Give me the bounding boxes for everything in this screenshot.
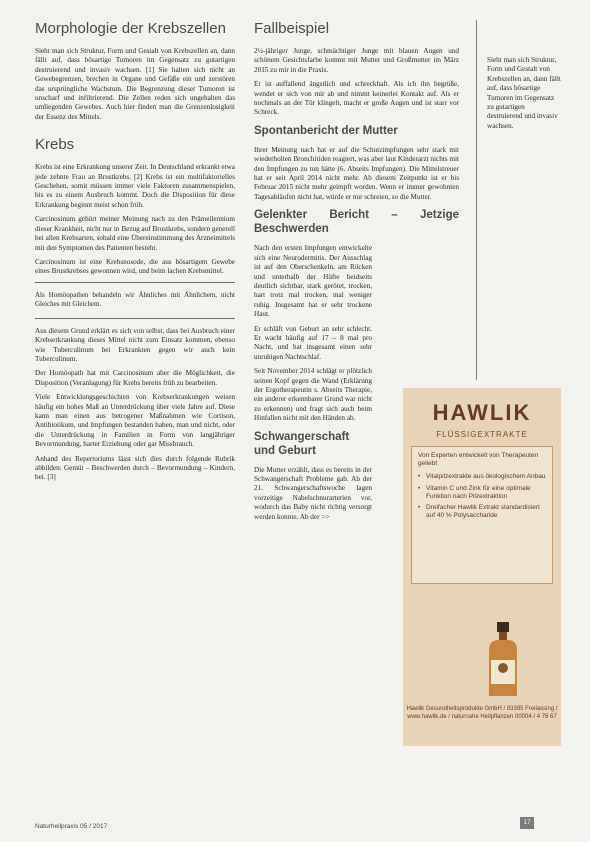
ad-feature-box: [411, 446, 553, 584]
divider: [35, 318, 235, 319]
heading-morphologie: Morphologie der Krebszellen: [35, 20, 226, 37]
page-number: 17: [520, 817, 534, 829]
paragraph: 2½-jähriger Junge, schmächtiger Junge mit blauen Augen und schönem Gesichtsfarbe kommt mit Mutter und Großmutter im März 2015 zu mir in die Praxis.: [254, 47, 459, 74]
ad-feature-list: [418, 473, 546, 520]
ad-subtitle: FLÜSSIGEXTRAKTE: [436, 430, 528, 439]
heading-schwangerschaft: Schwangerschaft und Geburt: [254, 430, 350, 457]
paragraph: Die Mutter erzählt, dass es bereits in der Schwangerschaft Probleme gab. Ab der 21. Schwangerschaftswoche lagen vorzeitige Nabelschnurarterien vor, wodurch das Baby nicht richtig versorgt werden konnte. Ab der >>: [254, 465, 372, 521]
paragraph: Aus diesem Grund erklärt es sich von selbst, dass bei Ausbruch einer Krebserkrankung dieses Mittel nicht zum Einsatz kommen, ebenso wie Tuberculinum bei Erkrankten gegen wir auch kein Tuberculinum.: [35, 326, 235, 363]
advertisement-hawlik[interactable]: [403, 388, 561, 746]
paragraph: Krebs ist eine Erkrankung unserer Zeit. In Deutschland erkrankt etwa jede zehnte Frau an Brustkrebs. [2] Krebs ist ein multifaktorielles Geschehen, somit müssen immer viele Faktoren zusammenspielen, bis es zu einem Ausbruch kommt. Doch die Disposition für diese Erkrankung beginnt meist schon früh.: [35, 163, 235, 209]
ad-feature-item: • Vitamin C und Zink für eine optimale Funktion nach Pilzextraktion: [418, 485, 546, 501]
paragraph: Nach den ersten Impfungen entwickelte sich eine Neurodermitis. Der Ausschlag ist auf den Oberschenkeln, am Rücken und unterhalb der Hüfte beidseits deutlich sichtbar, stark gerötet, trocken, hart trotz mal trocken, mal weniger ruhig. Insgesamt hat er sehr trockene Haut.: [254, 244, 372, 319]
ad-feature-item: • Vitalpilzextrakte aus ökologischem Anbau: [418, 473, 546, 481]
ad-lead-text: Von Experten entwickelt von Therapeuten geliebt: [418, 452, 539, 468]
sidebar-quote: [487, 56, 562, 136]
paragraph: Er schläft von Geburt an sehr schlecht. Er wacht häufig auf 17 – 8 mal pro Nacht, und hat insgesamt einen sehr unruhigen Nachtschlaf.: [254, 324, 372, 361]
column-left: [35, 20, 235, 488]
paragraph: Sieht man sich Struktur, Form und Gestalt von Krebszellen an, dann fällt auf, dass bösartige Tumoren im Gegensatz zu gutartigen destruierend und invasiv wachsen. [1] Sie halten sich nicht an Gewebegrenzen, brechen in Organe und Gefäße ein und zerstören das ursprüngliche Wachstum. Die Begrenzung dieser Tumoren ist unscharf und infiltrierend. Die Zellen reden sich ungehalten das umliegenden Gewebes. Auch hier finden man die Grenzenlosigkeit der Essenz des Mittels.: [35, 47, 235, 121]
column-divider: [476, 20, 477, 380]
heading-krebs: Krebs: [35, 136, 75, 154]
product-bottle-icon: [483, 620, 523, 700]
heading-spontanbericht: Spontanbericht der Mutter: [254, 124, 398, 137]
paragraph: Der Homöopath hat mit Carcinosinum aber die Möglichkeit, die Disposition (Veranlagung) für Krebs bereits früh zu bearbeiten.: [35, 369, 235, 387]
paragraph: Carcinosinum ist eine Krebsnosode, die aus bösartigem Gewebe eines Brustkrebses gewonnen wird, und beim lachen Krebsmittel.: [35, 257, 235, 276]
paragraph: Viele Entwicklungsgeschichten von Krebserkrankungen weisen häufig ein hohes Maß an Unterdrückung über viele Jahre auf. Diese kann man einen aus betrogener Maßnahmen wie Cortison, Antibiotikum, und Impfungen bestanden haben, man und nicht, oder die Unterdrückung in Familien in Form von langjähriger Bevormundung, harter Erziehung oder gar Missbrauch.: [35, 393, 235, 449]
sidebar-quote-text: Sieht man sich Struktur, Form und Gestalt von Krebszellen an, dann fällt auf, dass bösartige Tumoren im Gegensatz zu gutartigen destruierend und invasiv wachsen.: [487, 56, 561, 130]
paragraph: Ihrer Meinung nach hat er auf die Schutzimpfungen sehr stark mit wiederholten Bronchitiden reagiert, was aber laut Kinderarzt nichts mit den Impfungen zu tun hätte (6. Abseits Impfungen). Die Mittelstreuer hat er seit April 2014 nicht mehr. Ab diesem Zeitpunkt ist er bis Februar 2015 nicht mehr geimpft worden. Wenn er immer gewohnten Tagesabläufen nicht hat, würde er nur schreien, so die Mutter.: [254, 145, 459, 201]
paragraph: Anhand des Repertoriums lässt sich dies durch folgende Rubrik abbilden: Gemüt – Beschwerden durch – Bevormundung – Kindern, bei. [3]: [35, 454, 235, 482]
pull-quote: Als Homöopathen behandeln wir Ähnliches mit Ähnlichem, nicht Gleiches mit Gleichem.: [35, 290, 235, 308]
magazine-footer: Naturheilpraxis 05 / 2017: [35, 823, 108, 830]
paragraph: Seit November 2014 schlägt er plötzlich seinen Kopf gegen die Wand (Erklärung der Ergotherapeutin s. Abseits Therapie, ein anderer erkennbarer Grund war nicht zu erkennen) und fragt sich auch beim Hinfallen nicht mit den Händen ab.: [254, 367, 372, 423]
divider: [35, 282, 235, 283]
heading-gelenkter-bericht: Gelenkter Bericht – Jetzige Beschwerden: [254, 209, 459, 236]
heading-fallbeispiel: Fallbeispiel: [254, 20, 330, 37]
paragraph: Carcinosinum gehört meiner Meinung nach zu den Prämeilennium dieser Krankheit, nicht nur in Bezug auf Brustkrebs, sondern generell bei allen Krebsarten, sobald eine Übereinstimmung des Arzneimittels mit den Symptomen des Patienten besteht.: [35, 215, 235, 252]
ad-feature-item: • Dreifacher Hawlik Extrakt standardisiert auf 40 % Polysaccharide: [418, 504, 546, 520]
ad-footer: Hawlik Gesundheitsprodukte GmbH / 83395 Freilassing / www.hawlik.de / naturnahe Heilpflanzen 00004 / 4 78 67: [406, 706, 558, 720]
ad-logo: HAWLIK: [432, 400, 532, 425]
paragraph: Er ist auffallend ängstlich und schreckhaft. Als ich ihn begrüße, wendet er sich von mir ab und nimmt keinerlei Kontakt auf. Als er nochmals an der Tür klingelt, macht er große Augen und ist starr vor Schreck.: [254, 80, 459, 117]
